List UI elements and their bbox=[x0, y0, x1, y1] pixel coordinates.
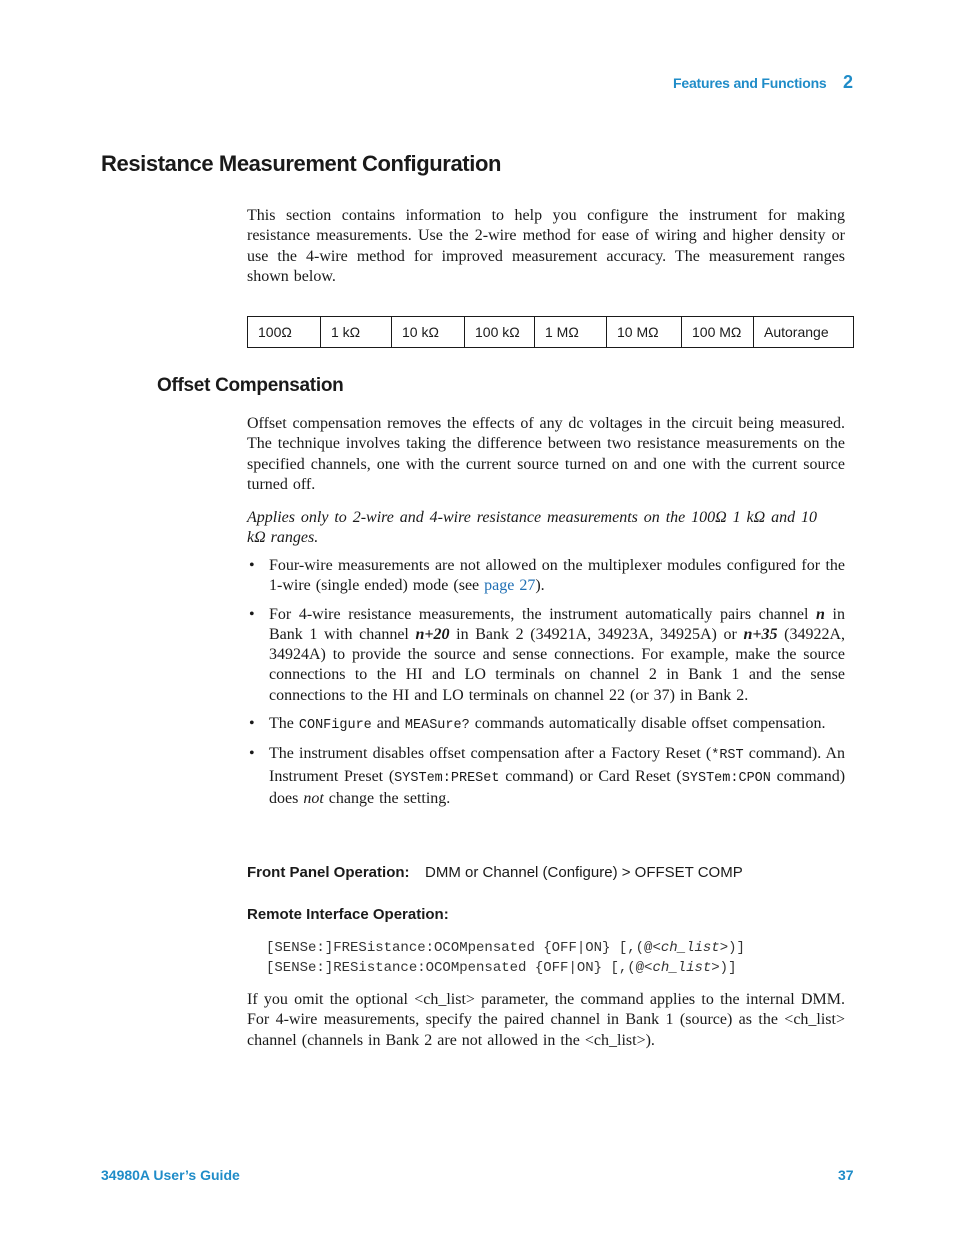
bullet-text: The bbox=[269, 715, 299, 733]
bullet-text: in Bank 2 (34921A, 34923A, 34925A) or bbox=[449, 625, 744, 643]
footer-guide-title: 34980A User’s Guide bbox=[101, 1167, 240, 1183]
code-text: [SENSe:]FRESistance:OCOMpensated {OFF|ON} [,(@< bbox=[266, 940, 661, 956]
range-cell: Autorange bbox=[754, 317, 854, 348]
offset-note: Applies only to 2-wire and 4-wire resistance measurements on the 100Ω 1 kΩ and 10 kΩ ranges. bbox=[247, 509, 817, 547]
footer-page-number: 37 bbox=[838, 1167, 854, 1183]
range-cell: 10 MΩ bbox=[607, 317, 682, 348]
range-row bbox=[248, 317, 854, 348]
offset-description: Offset compensation removes the effects of any dc voltages in the circuit being measured. The technique involves taking the difference between two resistance measurements on the specified channels, one with the current source turned on and one with the current source turned off. bbox=[247, 415, 845, 494]
command-cpon: SYSTem:CPON bbox=[681, 770, 771, 786]
command-measure: MEASure? bbox=[404, 718, 470, 734]
range-cell: 10 kΩ bbox=[392, 317, 465, 348]
bullet-text: and bbox=[371, 715, 405, 733]
remote-interface-label: Remote Interface Operation: bbox=[247, 906, 449, 923]
channel-n20: n+20 bbox=[415, 625, 450, 643]
range-cell: 100 kΩ bbox=[465, 317, 535, 348]
bullet-text: ). bbox=[535, 577, 545, 595]
page-title: Resistance Measurement Configuration bbox=[101, 151, 502, 176]
range-cell: 100Ω bbox=[248, 317, 321, 348]
bullet-channel-pairing bbox=[247, 605, 845, 706]
bullet-text: command). An Instrument Preset ( bbox=[269, 745, 846, 785]
bullet-text: For 4-wire resistance measurements, the instrument automatically pairs channel bbox=[269, 605, 817, 623]
code-line-fresistance bbox=[266, 940, 745, 956]
bullet-text: Four-wire measurements are not allowed on the multiplexer modules configured for the 1-wire (single ended) mode (see bbox=[269, 557, 845, 595]
code-text: >)] bbox=[711, 960, 737, 976]
bullet-text: commands automatically disable offset compensation. bbox=[469, 715, 826, 733]
bullet-text: in Bank 1 with channel bbox=[269, 605, 845, 643]
range-cell: 1 MΩ bbox=[535, 317, 607, 348]
range-cell: 1 kΩ bbox=[321, 317, 392, 348]
chapter-number: 2 bbox=[843, 72, 854, 92]
intro-paragraph: This section contains information to help you configure the instrument for making resistance measurements. Use the 2-wire method for ease of wiring and higher density or use the 4-wire method for improved measurement accuracy. The measurement ranges shown below. bbox=[247, 207, 845, 286]
bullet-four-wire-mode bbox=[247, 556, 845, 597]
channel-n: n bbox=[816, 605, 825, 623]
code-param: ch_list bbox=[660, 940, 720, 956]
emphasis-not: not bbox=[303, 789, 324, 807]
bullet-text: command) does bbox=[269, 767, 846, 807]
bullet-text: command) or Card Reset ( bbox=[499, 767, 682, 785]
front-panel-label: Front Panel Operation: bbox=[247, 864, 410, 881]
bullet-configure-measure bbox=[247, 714, 845, 736]
code-text: >)] bbox=[719, 940, 745, 956]
command-configure: CONFigure bbox=[298, 718, 372, 734]
range-table bbox=[247, 316, 854, 348]
command-preset: SYSTem:PRESet bbox=[394, 770, 500, 786]
code-line-resistance bbox=[266, 960, 737, 976]
closing-paragraph: If you omit the optional <ch_list> parameter, the command applies to the internal DMM. For 4-wire measurements, specify the paired channel in Bank 1 (source) as the <ch_list> channel (channels in Bank 2 are not allowed in the <ch_list>). bbox=[247, 991, 845, 1049]
page-link[interactable]: page 27 bbox=[484, 577, 536, 595]
code-text: [SENSe:]RESistance:OCOMpensated {OFF|ON} [,(@< bbox=[266, 960, 653, 976]
range-cell: 100 MΩ bbox=[682, 317, 754, 348]
offset-bullet-list bbox=[247, 556, 845, 809]
bullet-text: change the setting. bbox=[323, 789, 451, 807]
offset-heading: Offset Compensation bbox=[157, 375, 344, 396]
running-header-section: Features and Functions bbox=[673, 75, 827, 91]
bullet-reset bbox=[247, 744, 845, 809]
channel-n35: n+35 bbox=[743, 625, 778, 643]
code-param: ch_list bbox=[652, 960, 712, 976]
bullet-text: (34922A, 34924A) to provide the source and sense connections. For example, make the source connections to the HI and LO terminals on channel 2 in Bank 1 and the sense connections to the HI and LO terminals on channel 22 (or 37) in Bank 2. bbox=[269, 625, 846, 704]
front-panel-value: DMM or Channel (Configure) > OFFSET COMP bbox=[425, 864, 743, 881]
command-rst: *RST bbox=[711, 748, 744, 764]
bullet-text: The instrument disables offset compensation after a Factory Reset ( bbox=[269, 745, 712, 763]
